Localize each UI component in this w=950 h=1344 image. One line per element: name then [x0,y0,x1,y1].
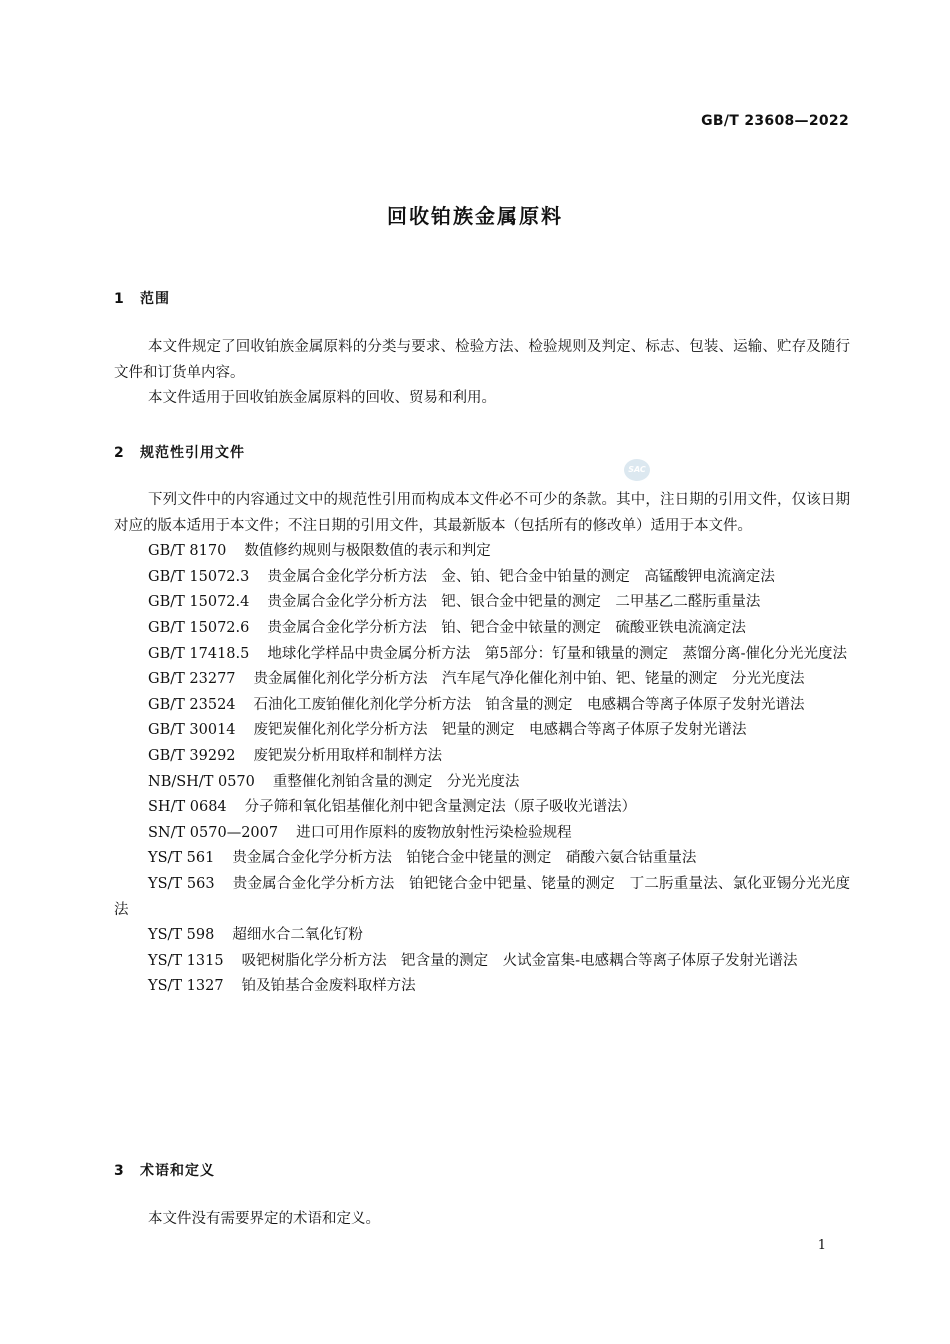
reference-title: 进口可用作原料的废物放射性污染检验规程 [296,824,572,841]
reference-code: SN/T 0570—2007 [148,824,279,841]
reference-code: YS/T 561 [148,850,215,867]
section-number: 2 [114,445,125,461]
reference-code: GB/T 15072.4 [148,594,250,611]
reference-item [114,667,850,693]
reference-code: GB/T 15072.3 [148,568,250,585]
reference-item [114,539,850,565]
section-1-heading [114,288,170,308]
document-title: 回收铂族金属原料 [387,204,563,228]
section-2-heading [114,442,245,462]
reference-item [114,616,850,642]
reference-title: 贵金属合金化学分析方法 铂钯铑合金中钯量、铑量的测定 丁二肟重量法、氯化亚锡分光光度法 [114,875,850,918]
reference-item [114,872,850,923]
section-1-body [114,335,850,412]
reference-code: YS/T 1327 [148,978,224,995]
reference-item [114,923,850,949]
section-3-body [114,1207,850,1233]
reference-title: 贵金属合金化学分析方法 铂、钯合金中铱量的测定 硫酸亚铁电流滴定法 [267,619,746,636]
reference-code: GB/T 17418.5 [148,645,250,662]
reference-title: 废钯炭分析用取样和制样方法 [253,747,443,764]
reference-title: 超细水合二氧化钌粉 [232,927,363,944]
reference-code: YS/T 563 [148,875,215,892]
standard-code: GB/T 23608—2022 [701,113,849,129]
reference-title: 废钯炭催化剂化学分析方法 钯量的测定 电感耦合等离子体原子发射光谱法 [253,722,747,739]
reference-code: GB/T 39292 [148,747,236,764]
reference-code: GB/T 15072.6 [148,619,250,636]
section-2-body [114,488,850,1000]
paragraph: 本文件没有需要界定的术语和定义。 [148,1211,380,1227]
reference-item [114,642,850,668]
reference-item [114,974,850,1000]
page-number: 1 [817,1238,826,1253]
reference-code: GB/T 23524 [148,696,236,713]
reference-item [114,770,850,796]
reference-code: NB/SH/T 0570 [148,773,255,790]
reference-item [114,718,850,744]
reference-title: 石油化工废铂催化剂化学分析方法 铂含量的测定 电感耦合等离子体原子发射光谱法 [253,696,805,713]
section-title: 术语和定义 [140,1163,215,1179]
reference-item [114,590,850,616]
reference-title: 贵金属合金化学分析方法 金、铂、钯合金中铂量的测定 高锰酸钾电流滴定法 [267,568,775,585]
reference-title: 贵金属合金化学分析方法 铂铑合金中铑量的测定 硝酸六氨合钴重量法 [232,850,697,867]
reference-title: 重整催化剂铂含量的测定 分光光度法 [272,773,520,790]
reference-code: GB/T 8170 [148,543,227,560]
section-number: 3 [114,1163,125,1179]
reference-code: YS/T 598 [148,927,215,944]
section-title: 范围 [140,291,170,307]
paragraph: 下列文件中的内容通过文中的规范性引用而构成本文件必不可少的条款。其中，注日期的引用文件，仅该日期对应的版本适用于本文件；不注日期的引用文件，其最新版本（包括所有的修改单）适用于本文件。 [114,492,850,534]
reference-code: GB/T 30014 [148,722,236,739]
reference-title: 贵金属催化剂化学分析方法 汽车尾气净化催化剂中铂、钯、铑量的测定 分光光度法 [253,671,805,688]
section-title: 规范性引用文件 [140,445,245,461]
reference-item [114,693,850,719]
reference-title: 数值修约规则与极限数值的表示和判定 [244,543,491,560]
reference-code: YS/T 1315 [148,952,224,969]
reference-code: GB/T 23277 [148,671,236,688]
reference-title: 地球化学样品中贵金属分析方法 第5部分：钌量和锇量的测定 蒸馏分离-催化分光光度法 [267,645,847,662]
section-number: 1 [114,291,125,307]
reference-title: 吸钯树脂化学分析方法 钯含量的测定 火试金富集-电感耦合等离子体原子发射光谱法 [241,952,798,969]
paragraph: 本文件规定了回收铂族金属原料的分类与要求、检验方法、检验规则及判定、标志、包装、运输、贮存及随行文件和订货单内容。 [114,339,850,381]
reference-title: 分子筛和氧化铝基催化剂中钯含量测定法（原子吸收光谱法） [244,799,637,816]
reference-item [114,846,850,872]
section-3-heading [114,1160,215,1180]
reference-title: 贵金属合金化学分析方法 钯、银合金中钯量的测定 二甲基乙二醛肟重量法 [267,594,761,611]
reference-item [114,565,850,591]
reference-item [114,744,850,770]
paragraph: 本文件适用于回收铂族金属原料的回收、贸易和利用。 [148,390,496,407]
reference-title: 铂及铂基合金废料取样方法 [241,978,416,995]
reference-item [114,795,850,821]
reference-code: SH/T 0684 [148,799,227,816]
reference-item [114,821,850,847]
watermark-logo: SAC [624,459,650,481]
reference-list [114,539,850,1000]
reference-item [114,949,850,975]
